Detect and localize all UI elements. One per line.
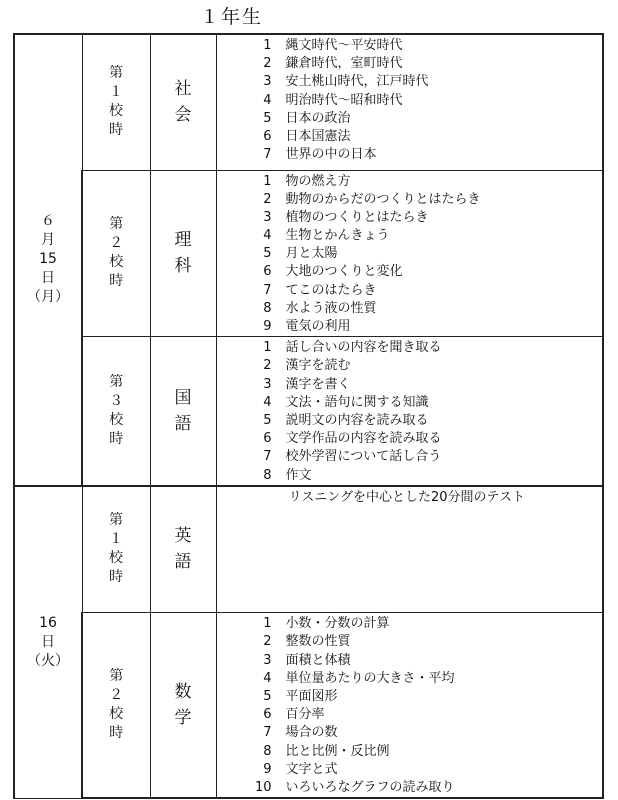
topic-item (217, 376, 603, 394)
topic-number: 4 (263, 228, 272, 244)
subject-label (175, 227, 192, 279)
topic-text: 漢字を読む (285, 358, 351, 374)
topic-number: 5 (263, 110, 272, 126)
topic-text: 日本国憲法 (285, 128, 351, 144)
topic-item (217, 688, 603, 706)
topic-number: 2 (263, 56, 272, 72)
page-title: １年生 (200, 6, 264, 28)
topic-number: 3 (263, 652, 272, 668)
topic-text: 面積と体積 (285, 652, 351, 668)
subject-label-char: 数 (174, 682, 192, 703)
topics-cell (216, 170, 603, 337)
topic-text: 話し合いの内容を聞き取る (285, 340, 442, 356)
topics-cell (216, 613, 603, 798)
topic-number: 2 (263, 191, 272, 207)
session-note: リスニングを中心とした20分間のテスト (288, 489, 526, 505)
topic-item (217, 110, 603, 128)
topic-number: 7 (263, 282, 272, 298)
topic-text: 世界の中の日本 (285, 147, 377, 163)
date-label-char: 15 (39, 251, 57, 268)
topic-text: 単位量あたりの大きさ・平均 (285, 670, 455, 686)
topic-item (217, 146, 603, 164)
topic-number: 4 (263, 670, 272, 686)
period-cell (82, 486, 150, 613)
topic-text: 水よう液の性質 (285, 300, 377, 316)
topic-text: 電気の利用 (285, 319, 351, 334)
topic-text: 月と太陽 (285, 246, 338, 262)
topic-item (217, 467, 603, 485)
topic-number: 6 (263, 707, 272, 723)
period-cell (82, 337, 150, 486)
topic-text: いろいろなグラフの読み取り (285, 779, 455, 795)
topic-item (217, 670, 603, 688)
session-row (14, 613, 603, 798)
topic-text: 縄文時代〜平安時代 (285, 38, 403, 53)
topic-text: 漢字を書く (285, 376, 351, 392)
topic-text: 日本の政治 (285, 110, 351, 126)
subject-label (175, 76, 192, 128)
topic-text: 物の燃え方 (285, 173, 351, 189)
subject-cell (150, 170, 216, 337)
period-label-char: １ (109, 84, 123, 101)
topic-item (217, 173, 603, 191)
topic-item (217, 615, 603, 633)
session-row (14, 486, 603, 613)
topic-number: 2 (263, 358, 272, 374)
topic-number: 8 (263, 743, 272, 759)
topic-item (217, 448, 603, 466)
subject-label-char: 語 (174, 552, 192, 573)
subject-cell (150, 486, 216, 613)
topic-item (217, 724, 603, 742)
topic-item (217, 761, 603, 779)
topic-number: 6 (263, 431, 272, 447)
topic-item (217, 318, 603, 336)
date-label-char: ６ (41, 213, 55, 230)
date-label-char: 日 (41, 270, 55, 287)
topic-number: 7 (263, 147, 272, 163)
subject-label-char: 語 (174, 413, 192, 434)
date-label-char: 日 (41, 633, 55, 650)
topic-list (217, 337, 603, 485)
period-label (109, 511, 123, 587)
topic-number: 9 (263, 319, 272, 334)
date-label-char: （月） (27, 289, 69, 306)
topic-item (217, 706, 603, 724)
topic-item (217, 339, 603, 357)
topic-item (217, 245, 603, 263)
topic-item (217, 357, 603, 375)
session-row (14, 337, 603, 486)
date-label (27, 614, 69, 671)
topic-list (217, 171, 603, 337)
topic-text: 文法・語句に関する知識 (285, 394, 429, 410)
topic-item (217, 55, 603, 73)
topic-item (217, 633, 603, 651)
period-label-char: 第 (109, 668, 124, 685)
topic-item (217, 37, 603, 55)
topic-number: 10 (254, 779, 272, 795)
subject-label-char: 国 (174, 387, 192, 408)
topic-number: 3 (263, 209, 272, 225)
topic-text: 作文 (285, 467, 312, 483)
topic-item (217, 227, 603, 245)
period-label-char: ２ (109, 687, 124, 704)
period-label-char: 第 (109, 216, 124, 233)
period-cell (82, 170, 150, 337)
topic-number: 9 (263, 761, 272, 777)
subject-label-char: 英 (174, 526, 192, 547)
topics-cell (216, 486, 603, 613)
subject-label-char: 学 (174, 708, 192, 729)
date-label-char: 16 (39, 614, 57, 631)
period-cell (82, 34, 150, 170)
date-cell (14, 34, 82, 486)
topic-item (217, 412, 603, 430)
topic-list (217, 613, 603, 797)
period-label-char: 時 (109, 430, 124, 447)
date-cell (14, 486, 82, 798)
topic-number: 3 (263, 74, 272, 90)
topic-item (217, 779, 603, 797)
period-label-char: 第 (109, 373, 124, 390)
topic-list (217, 35, 603, 164)
period-label-char: 第 (109, 512, 123, 529)
period-cell (82, 613, 150, 798)
topic-text: 文字と式 (285, 761, 338, 777)
topic-number: 7 (263, 449, 272, 465)
topic-item (217, 743, 603, 761)
period-label-char: １ (109, 531, 123, 548)
subject-cell (150, 613, 216, 798)
topic-number: 8 (263, 467, 272, 483)
topic-item (217, 282, 603, 300)
period-label-char: 時 (109, 725, 124, 742)
subject-label (175, 385, 192, 437)
topic-text: 場合の数 (285, 725, 338, 741)
topic-number: 1 (263, 173, 272, 189)
session-row (14, 170, 603, 337)
topic-text: てこのはたらき (285, 282, 377, 298)
period-label-char: 時 (109, 273, 124, 290)
date-label-char: 月 (41, 232, 55, 249)
period-label-char: 校 (109, 254, 124, 271)
topic-number: 6 (263, 264, 272, 280)
topic-number: 8 (263, 300, 272, 316)
topic-number: 6 (263, 128, 272, 144)
topic-item (217, 394, 603, 412)
period-label-char: 校 (109, 103, 123, 120)
topic-text: 校外学習について話し合う (285, 449, 442, 465)
topic-item (217, 209, 603, 227)
topic-number: 1 (263, 38, 272, 53)
exam-schedule-table (13, 33, 604, 799)
topic-text: 大地のつくりと変化 (285, 264, 403, 280)
topics-cell (216, 337, 603, 486)
subject-label (175, 523, 192, 575)
period-label (109, 64, 123, 140)
topic-number: 5 (263, 688, 272, 704)
topic-item (217, 430, 603, 448)
topic-item (217, 300, 603, 318)
topic-item (217, 73, 603, 91)
subject-cell (150, 34, 216, 170)
topic-number: 2 (263, 634, 272, 650)
period-label-char: 第 (109, 65, 123, 82)
period-label-char: 時 (109, 122, 123, 139)
period-label-char: 校 (109, 706, 124, 723)
topic-item (217, 92, 603, 110)
topic-item (217, 652, 603, 670)
topic-text: 文学作品の内容を読み取る (285, 431, 442, 447)
topic-number: 5 (263, 412, 272, 428)
period-label-char: 校 (109, 411, 124, 428)
topic-text: 植物のつくりとはたらき (285, 209, 429, 225)
topic-number: 5 (263, 246, 272, 262)
topic-text: 小数・分数の計算 (285, 616, 390, 632)
subject-label-char: 社 (174, 79, 192, 100)
topic-text: 明治時代〜昭和時代 (285, 92, 403, 108)
topic-item (217, 191, 603, 209)
period-label (109, 667, 123, 743)
session-row (14, 34, 603, 170)
period-label-char: ２ (109, 235, 124, 252)
topic-text: 生物とかんきょう (285, 228, 390, 244)
date-label (27, 212, 69, 307)
topic-number: 3 (263, 376, 272, 392)
subject-label-char: 会 (174, 105, 192, 126)
topic-text: 平面図形 (285, 688, 338, 704)
topic-number: 7 (263, 725, 272, 741)
topic-number: 4 (263, 92, 272, 108)
subject-label-char: 理 (174, 230, 192, 251)
topic-text: 比と比例・反比例 (285, 743, 390, 759)
topic-text: 動物のからだのつくりとはたらき (285, 191, 481, 207)
period-label (109, 215, 123, 291)
date-label-char: （火） (27, 652, 69, 669)
topic-text: 安土桃山時代，江戸時代 (285, 74, 429, 90)
subject-label-char: 科 (174, 256, 192, 277)
topic-text: 整数の性質 (285, 634, 351, 650)
period-label-char: 校 (109, 550, 123, 567)
period-label (109, 373, 123, 449)
subject-label (175, 679, 192, 731)
topic-number: 1 (263, 340, 272, 356)
topic-text: 説明文の内容を読み取る (285, 412, 429, 428)
topic-number: 1 (263, 616, 272, 632)
period-label-char: 時 (109, 569, 123, 586)
period-label-char: ３ (109, 392, 124, 409)
topic-number: 4 (263, 394, 272, 410)
topic-item (217, 128, 603, 146)
topics-cell (216, 34, 603, 170)
subject-cell (150, 337, 216, 486)
topic-text: 百分率 (285, 707, 325, 723)
topic-text: 鎌倉時代，室町時代 (285, 56, 403, 72)
topic-item (217, 263, 603, 281)
